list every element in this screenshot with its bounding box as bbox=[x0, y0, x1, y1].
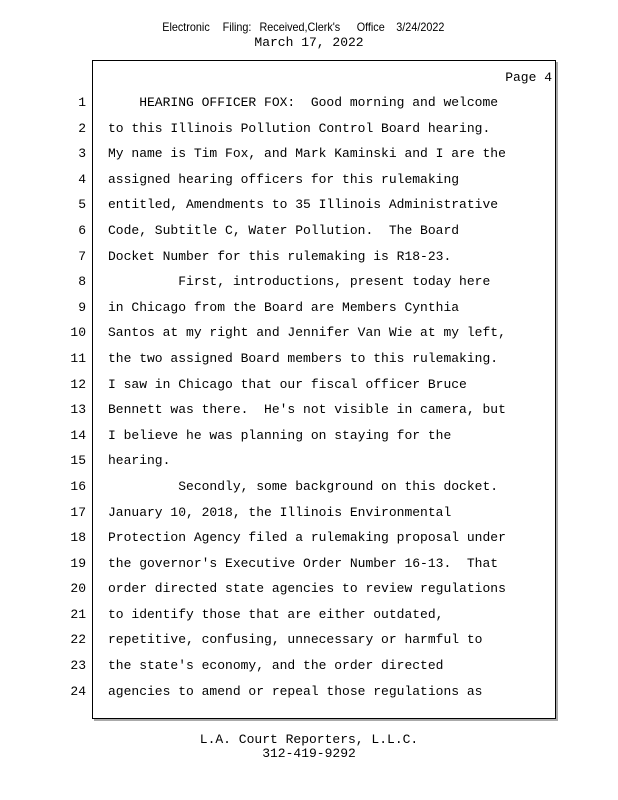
transcript-line bbox=[0, 632, 618, 658]
line-number: 14 bbox=[70, 427, 86, 443]
transcript-line bbox=[0, 325, 618, 351]
line-number: 7 bbox=[78, 248, 86, 264]
line-text: Bennett was there. He's not visible in camera, but bbox=[108, 402, 506, 418]
line-number: 16 bbox=[70, 478, 86, 494]
line-text: January 10, 2018, the Illinois Environmental bbox=[108, 504, 452, 520]
line-text: the two assigned Board members to this rulemaking. bbox=[108, 350, 499, 366]
line-text: I believe he was planning on staying for the bbox=[108, 427, 452, 443]
transcript-line bbox=[0, 249, 618, 275]
transcript-line bbox=[0, 453, 618, 479]
line-text: the governor's Executive Order Number 16-13. That bbox=[108, 555, 499, 571]
transcript-line bbox=[0, 146, 618, 172]
transcript-line bbox=[0, 428, 618, 454]
transcript-date: March 17, 2022 bbox=[254, 35, 364, 50]
line-number: 8 bbox=[78, 274, 86, 290]
line-number: 5 bbox=[78, 197, 86, 213]
transcript-line bbox=[0, 530, 618, 556]
transcript-line bbox=[0, 402, 618, 428]
line-text: to identify those that are either outdated, bbox=[108, 606, 444, 622]
line-text: repetitive, confusing, unnecessary or harmful to bbox=[108, 632, 483, 648]
line-number: 17 bbox=[70, 504, 86, 520]
line-text: Santos at my right and Jennifer Van Wie at my left, bbox=[108, 325, 506, 341]
line-number: 19 bbox=[70, 555, 86, 571]
transcript-line bbox=[0, 556, 618, 582]
line-number: 21 bbox=[70, 606, 86, 622]
line-text: order directed state agencies to review regulations bbox=[108, 581, 506, 597]
transcript-line bbox=[0, 479, 618, 505]
filing-stamp bbox=[31, 20, 587, 36]
line-text: in Chicago from the Board are Members Cynthia bbox=[108, 299, 460, 315]
line-text: the state's economy, and the order directed bbox=[108, 658, 444, 674]
transcript-line bbox=[0, 223, 618, 249]
transcript-line bbox=[0, 505, 618, 531]
transcript-lines bbox=[0, 95, 618, 709]
line-number: 1 bbox=[78, 95, 86, 110]
line-number: 11 bbox=[70, 350, 86, 366]
transcript-line bbox=[0, 300, 618, 326]
line-number: 10 bbox=[70, 325, 86, 341]
line-number: 18 bbox=[70, 530, 86, 546]
line-text: hearing. bbox=[108, 453, 171, 469]
line-number: 3 bbox=[78, 146, 86, 162]
transcript-line bbox=[0, 121, 618, 147]
transcript-line bbox=[0, 197, 618, 223]
line-text: HEARING OFFICER FOX: Good morning and welcome bbox=[108, 95, 499, 110]
line-number: 15 bbox=[70, 453, 86, 469]
transcript-line bbox=[0, 351, 618, 377]
line-number: 2 bbox=[78, 120, 86, 136]
line-text: to this Illinois Pollution Control Board hearing. bbox=[108, 120, 491, 136]
transcript-line bbox=[0, 274, 618, 300]
reporter-company: L.A. Court Reporters, L.L.C. bbox=[199, 732, 419, 747]
line-number: 9 bbox=[78, 299, 86, 315]
stamp-date: 3/24/2022 bbox=[396, 20, 445, 34]
transcript-line bbox=[0, 581, 618, 607]
stamp-electronic: Electronic bbox=[162, 20, 210, 34]
line-text: entitled, Amendments to 35 Illinois Administrative bbox=[108, 197, 499, 213]
transcript-line bbox=[0, 607, 618, 633]
line-number: 20 bbox=[70, 581, 86, 597]
line-text: First, introductions, present today here bbox=[108, 274, 491, 290]
page-number: Page 4 bbox=[505, 70, 552, 85]
line-text: Secondly, some background on this docket. bbox=[108, 478, 499, 494]
line-text: assigned hearing officers for this rulemaking bbox=[108, 171, 460, 187]
stamp-received-clerks: Received,Clerk's bbox=[259, 20, 341, 34]
transcript-line bbox=[0, 172, 618, 198]
line-text: agencies to amend or repeal those regulations as bbox=[108, 683, 483, 699]
reporter-phone: 312-419-9292 bbox=[262, 746, 356, 761]
line-number: 23 bbox=[70, 658, 86, 674]
transcript-line bbox=[0, 95, 618, 121]
line-number: 24 bbox=[70, 683, 86, 699]
line-text: I saw in Chicago that our fiscal officer Bruce bbox=[108, 376, 467, 392]
line-text: My name is Tim Fox, and Mark Kaminski and I are the bbox=[108, 146, 506, 162]
stamp-office: Office bbox=[356, 20, 385, 34]
line-number: 4 bbox=[78, 171, 86, 187]
transcript-line bbox=[0, 658, 618, 684]
reporter-footer bbox=[0, 733, 618, 761]
line-number: 6 bbox=[78, 222, 86, 238]
line-text: Protection Agency filed a rulemaking proposal under bbox=[108, 530, 506, 546]
line-number: 12 bbox=[70, 376, 86, 392]
line-text: Code, Subtitle C, Water Pollution. The Board bbox=[108, 222, 460, 238]
line-text: Docket Number for this rulemaking is R18-23. bbox=[108, 248, 452, 264]
stamp-filing: Filing: bbox=[222, 20, 252, 34]
line-number: 13 bbox=[70, 402, 86, 418]
transcript-line bbox=[0, 377, 618, 403]
line-number: 22 bbox=[70, 632, 86, 648]
transcript-line bbox=[0, 684, 618, 710]
